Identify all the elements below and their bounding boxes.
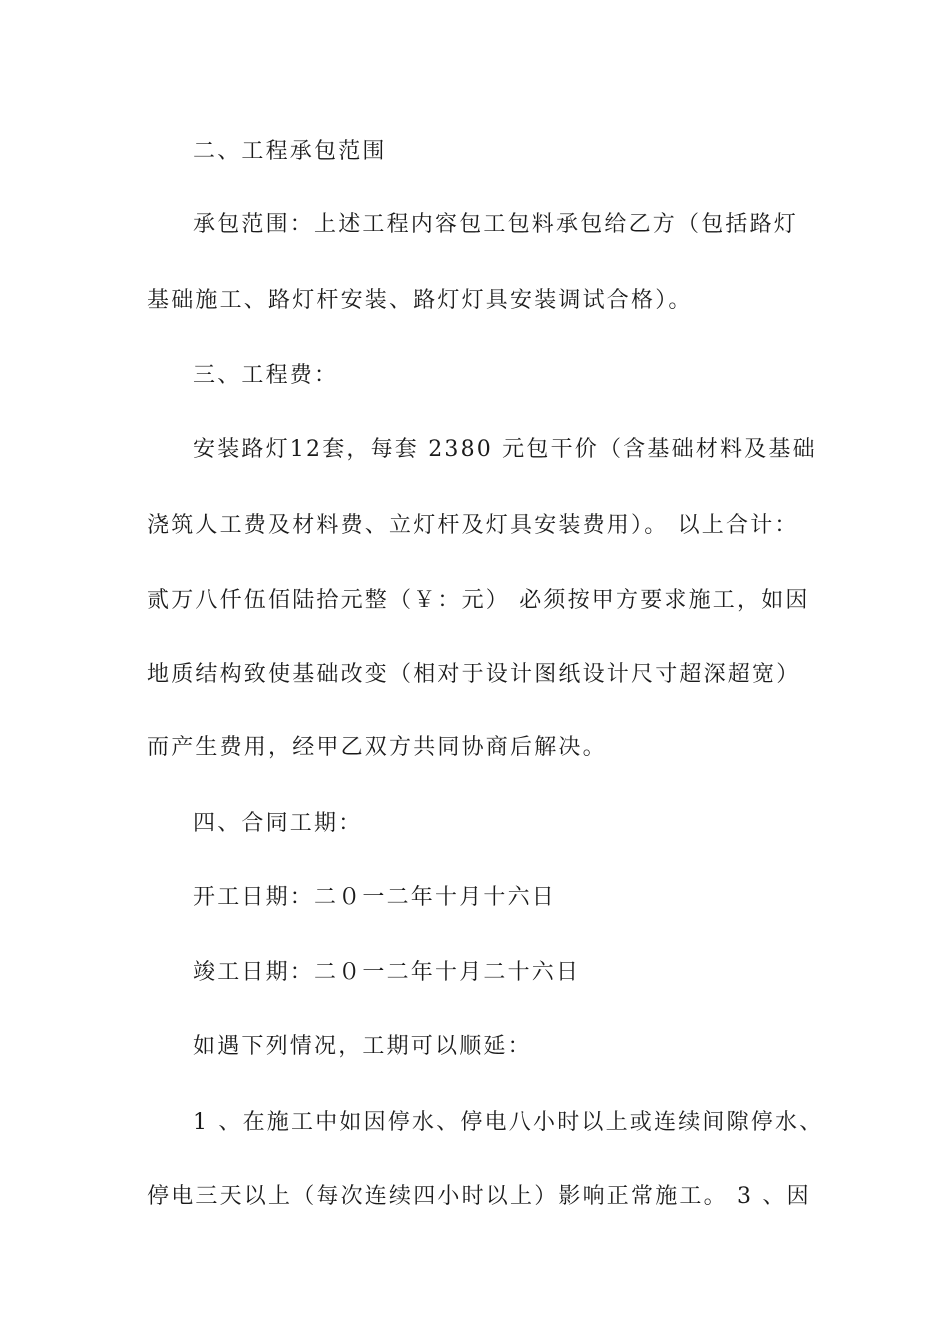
section-heading-scope: 二、工程承包范围 xyxy=(193,139,387,164)
paragraph-line: 基础施工、路灯杆安装、路灯灯具安装调试合格）。 xyxy=(147,288,693,313)
paragraph-line: 如遇下列情况，工期可以顺延： xyxy=(193,1034,532,1059)
paragraph-line: 而产生费用，经甲乙双方共同协商后解决。 xyxy=(147,735,607,760)
section-heading-fee: 三、工程费： xyxy=(193,363,339,388)
list-item-line: 停电三天以上（每次连续四小时以上）影响正常施工。 3 、因 xyxy=(147,1184,811,1209)
paragraph-line: 安装路灯12套，每套 2380 元包干价（含基础材料及基础 xyxy=(193,437,817,462)
list-item-line: 1 、在施工中如因停水、停电八小时以上或连续间隙停水、 xyxy=(193,1110,824,1135)
completion-date-line: 竣工日期：二０一二年十月二十六日 xyxy=(193,960,581,985)
paragraph-line: 贰万八仟伍佰陆拾元整（￥：元） 必须按甲方要求施工，如因 xyxy=(147,588,810,613)
paragraph-line: 承包范围：上述工程内容包工包料承包给乙方（包括路灯 xyxy=(193,212,799,237)
paragraph-line: 浇筑人工费及材料费、立灯杆及灯具安装费用）。 以上合计： xyxy=(147,513,799,538)
start-date-line: 开工日期：二０一二年十月十六日 xyxy=(193,885,557,910)
paragraph-line: 地质结构致使基础改变（相对于设计图纸设计尺寸超深超宽） xyxy=(147,662,801,687)
section-heading-schedule: 四、合同工期： xyxy=(193,811,363,836)
